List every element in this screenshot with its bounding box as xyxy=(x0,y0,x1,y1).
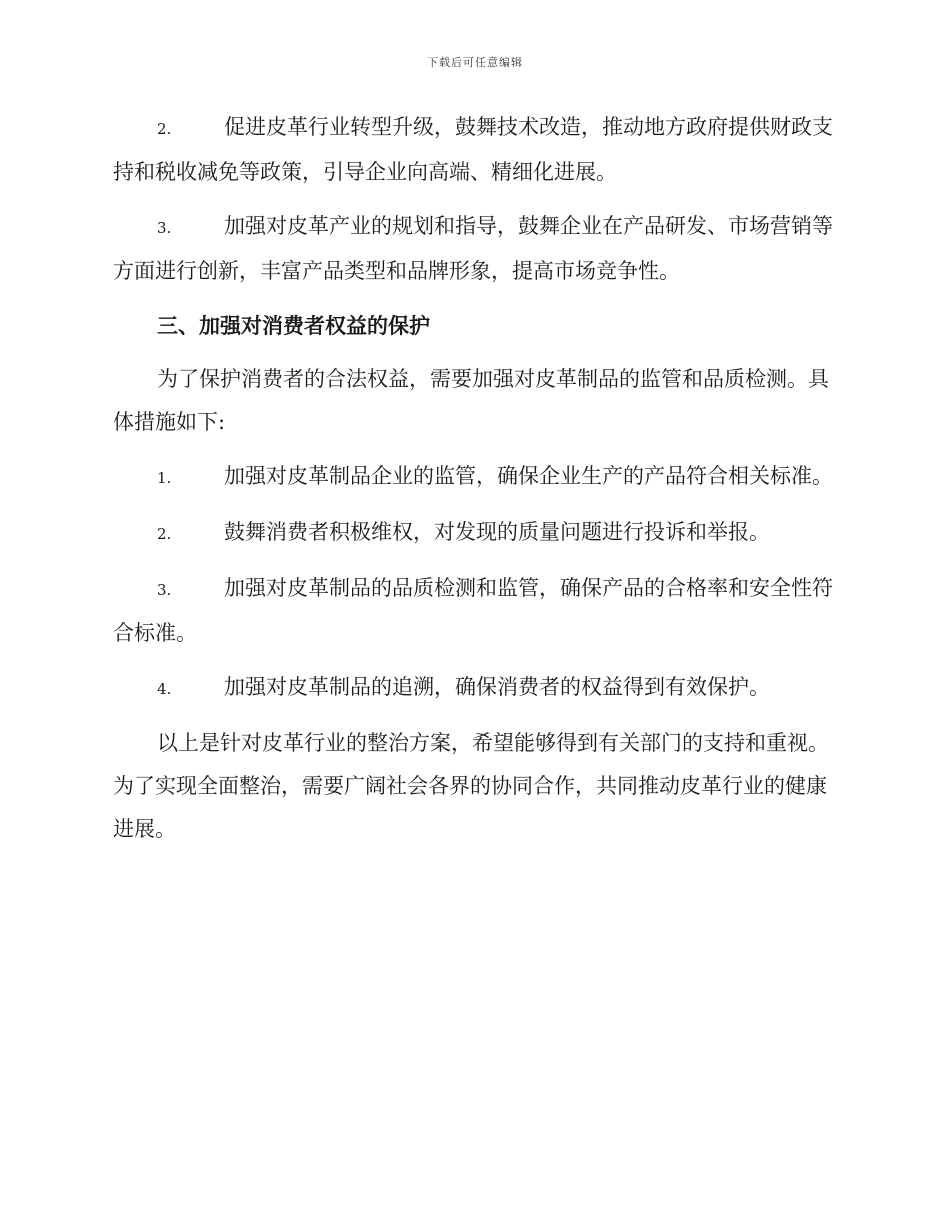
conclusion-paragraph: 以上是针对皮革行业的整治方案，希望能够得到有关部门的支持和重视。为了实现全面整治，需要广阔社会各界的协同合作，共同推动皮革行业的健康进展。 xyxy=(113,731,829,841)
list-item-text: 促进皮革行业转型升级，鼓舞技术改造，推动地方政府提供财政支持和税收减免等政策，引导企业向高端、精细化进展。 xyxy=(113,115,833,184)
list-item xyxy=(113,205,833,293)
section-heading: 三、加强对消费者权益的保护 xyxy=(157,313,430,338)
list-item xyxy=(113,511,833,556)
document-body xyxy=(113,106,833,862)
section-intro: 为了保护消费者的合法权益，需要加强对皮革制品的监管和品质检测。具体措施如下: xyxy=(113,367,829,434)
list-item-number: 2. xyxy=(157,120,172,138)
list-item xyxy=(113,666,833,711)
list-item-text: 鼓舞消费者积极维权，对发现的质量问题进行投诉和举报。 xyxy=(224,520,770,544)
list-item-number: 2. xyxy=(157,525,172,543)
list-item-text: 加强对皮革制品的追溯，确保消费者的权益得到有效保护。 xyxy=(224,675,770,699)
list-item xyxy=(113,567,833,655)
list-item-number: 3. xyxy=(157,581,172,599)
list-item-number: 4. xyxy=(157,680,172,698)
header-note: 下载后可任意编辑 xyxy=(427,56,523,69)
list-item-number: 3. xyxy=(157,219,172,237)
list-item-number: 1. xyxy=(157,469,172,487)
list-item-text: 加强对皮革制品的品质检测和监管，确保产品的合格率和安全性符合标准。 xyxy=(113,576,833,645)
list-item xyxy=(113,455,833,500)
list-item-text: 加强对皮革产业的规划和指导，鼓舞企业在产品研发、市场营销等方面进行创新，丰富产品类型和品牌形象，提高市场竞争性。 xyxy=(113,214,833,283)
list-item-text: 加强对皮革制品企业的监管，确保企业生产的产品符合相关标准。 xyxy=(224,464,833,488)
list-item xyxy=(113,106,833,194)
